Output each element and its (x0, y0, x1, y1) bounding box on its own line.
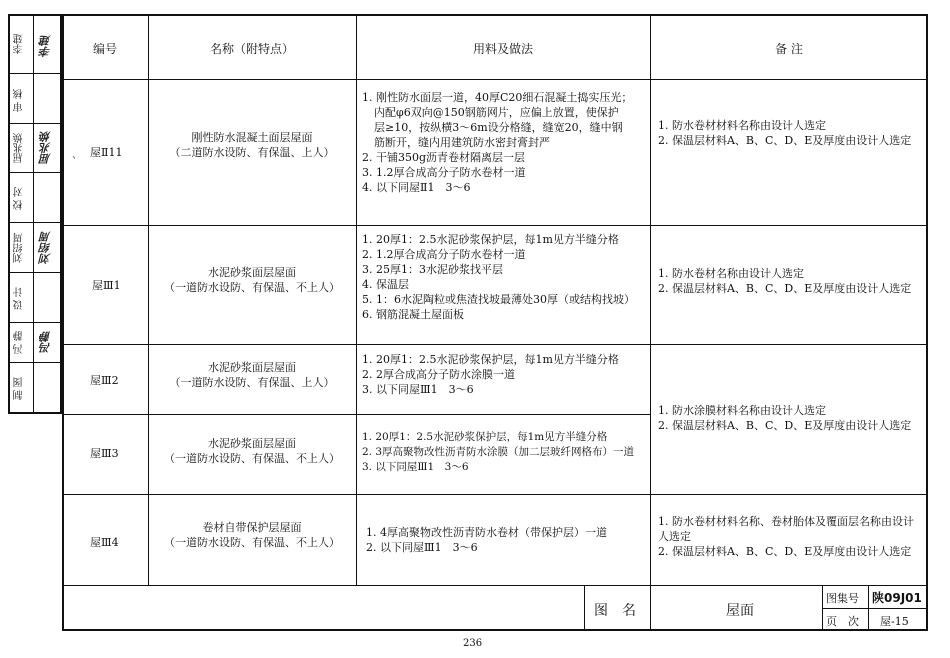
header-number: 编号 (92, 42, 117, 56)
side-label: 制 图 (14, 376, 25, 400)
row-id: 屋Ⅲ3 (90, 447, 119, 460)
row-method: 1. 4厚高聚物改性沥青防水卷材（带保护层）一道 2. 以下同屋Ⅲ1 3～6 (366, 526, 607, 554)
row-name: 卷材自带保护层屋面 （一道防水设防、有保温、不上人） (164, 521, 340, 549)
signature-qu-zhaohuan: 屈兆焕 (39, 131, 52, 165)
row-notes: 1. 防水卷材材料名称、卷材胎体及覆面层名称由设计 人选定 2. 保温层材料A、B、C、D、E及厚度由设计人选定 (658, 515, 914, 558)
signature-liu-shaozhou: 刘绍周 (39, 231, 52, 265)
row-name: 水泥砂浆面层屋面 （一道防水设防、有保温、上人） (169, 361, 335, 389)
row-method: 1. 20厚1：2.5水泥砂浆保护层，每1m见方半缝分格 2. 3厚高聚物改性沥青防水涂膜（加二层玻纤网格布）一道 3. 以下同屋Ⅲ1 3～6 (362, 431, 635, 473)
row-notes: 1. 防水卷材名称由设计人选定 2. 保温层材料A、B、C、D、E及厚度由设计人选定 (658, 267, 912, 295)
header-notes: 备 注 (775, 42, 803, 56)
row-method: 1. 20厚1：2.5水泥砂浆保护层，每1m见方半缝分格 2. 2厚合成高分子防水涂膜一道 3. 以下同屋Ⅲ1 3～6 (362, 353, 619, 396)
row-id: 屋Ⅲ1 (92, 279, 121, 292)
row-name: 水泥砂浆面层屋面 （一道防水设防、有保温、不上人） (164, 437, 340, 465)
header-name: 名称（附特点） (209, 42, 294, 56)
signature-feng-jing: 冯静 (39, 331, 52, 353)
side-label: 审 核 (14, 88, 25, 112)
merged-notes: 1. 防水涂膜材料名称由设计人选定 2. 保温层材料A、B、C、D、E及厚度由设计人选定 (658, 404, 912, 432)
side-label: 设 计 (14, 286, 25, 310)
atlas-no: 陕09J01 (872, 591, 922, 605)
side-label: 屈兆焕 (14, 133, 25, 163)
row-name: 水泥砂浆面层屋面 （一道防水设防、有保温、不上人） (164, 266, 340, 294)
page-number: 236 (463, 638, 483, 649)
figure-name: 屋面 (726, 603, 754, 619)
row-id: 屋Ⅲ2 (90, 374, 119, 387)
side-label: 冯 静 (14, 330, 25, 354)
row-name: 刚性防水混凝土面层屋面 （二道防水设防、有保温、上人） (169, 131, 335, 159)
page-label: 页 次 (826, 615, 859, 628)
header-method: 用料及做法 (472, 42, 533, 56)
side-label: 李建 (14, 34, 25, 54)
row-method: 1. 刚性防水面层一道，40厚C20细石混凝土捣实压光； 内配φ6双向@150钢筋网片，应偏上放置，使保护 层≥10，按纵横3～6m设分格缝，缝宽20，缝中钢 筋断开，缝内用建筑防水密封膏封严 2. 干铺350g沥青卷材隔离层一层 3. 1.2厚合成高分子防水卷材一道 4. 以下同屋Ⅱ1 3～6 (362, 91, 633, 194)
side-label: 刘绍周 (14, 233, 25, 263)
row-notes: 1. 防水卷材材料名称由设计人选定 2. 保温层材料A、B、C、D、E及厚度由设计人选定 (658, 119, 912, 147)
row-method: 1. 20厚1：2.5水泥砂浆保护层，每1m见方半缝分格 2. 1.2厚合成高分子防水卷材一道 3. 25厚1：3水泥砂浆找平层 4. 保温层 5. 1：6水泥陶粒或焦渣找坡最薄处30厚（或结构找坡） 6. 钢筋混凝土屋面板 (362, 233, 635, 321)
page-no: 屋-15 (880, 615, 909, 628)
side-label: 校 对 (14, 186, 25, 210)
row-id: 屋Ⅱ11 (90, 146, 123, 159)
signature-li-jian: 李建 (39, 35, 52, 57)
row-id: 屋Ⅲ4 (90, 536, 119, 549)
margin-mark: 、 (72, 150, 82, 161)
atlas-no-label: 图集号 (826, 592, 859, 605)
figure-name-label: 图 名 (594, 603, 636, 619)
